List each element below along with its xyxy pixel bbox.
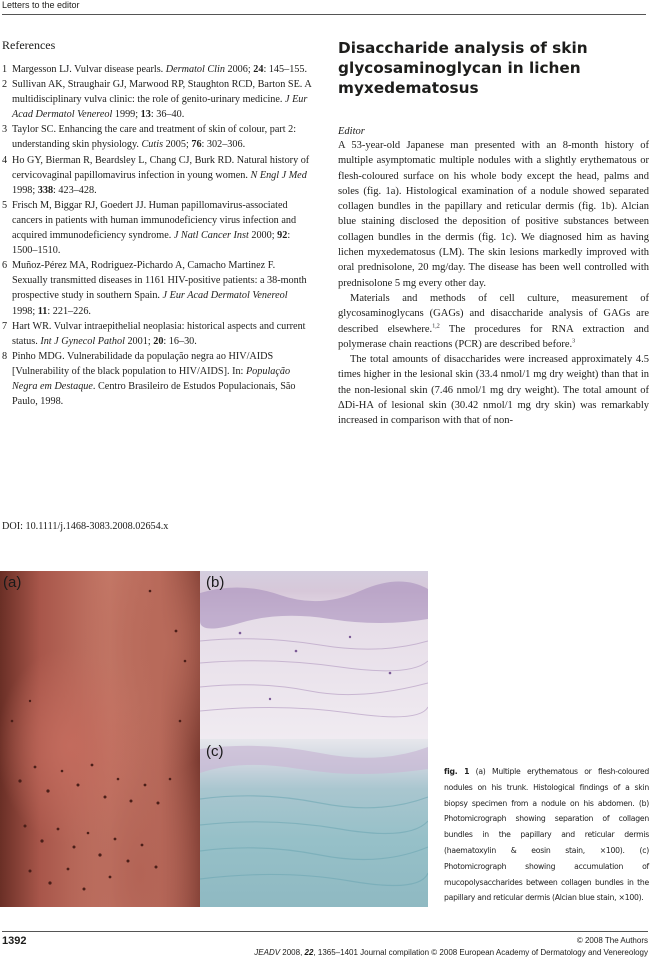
page-number: 1392 [2,935,27,947]
citation-superscript: 1,2 [432,323,440,330]
figure-caption: fig. 1 (a) Multiple erythematous or flesh-coloured nodules on his trunk. Histological findings of a skin biopsy specimen from a nodule on his abdomen. (b) Photomicrograph showing separation of collagen bundles in the papillary and reticular dermis (haematoxylin & eosin stain, ×100). (c) Photomicrograph showing accumulation of mucopolysaccharides between collagen bundles in the papillary and reticular dermis (Alcian blue stain, ×100). [444,767,649,903]
body-paragraph: The total amounts of disaccharides were increased approximately 4.5 times higher in the lesional skin (33.4 nmol/1 mg dry weight) than that in the non-lesional skin (7.46 nmol/1 mg dry weight). The total amount of ΔDi-HA of lesional skin (30.42 nmol/1 mg dry skin) was remarkably increased in comparison with that of non- [338,354,649,427]
clinical-photo-trunk [0,571,200,907]
reference-item: 3 Taylor SC. Enhancing the care and treatment of skin of colour, part 2: understanding skin physiology. Cutis 2005; 76: 302–306. [2,124,297,151]
nodule-dots [0,571,200,907]
reference-item: 7 Hart WR. Vulvar intraepithelial neoplasia: historical aspects and current status. Int J Gynecol Pathol 2001; 20: 16–30. [2,320,306,347]
reference-item: 2 Sullivan AK, Straughair GJ, Marwood RP, Staughton RCD, Barton SE. A multidisciplinary vulva clinic: the role of genito-urinary medicine. J Eur Acad Dermatol Venereol 1999; 13: 36–40. [2,79,312,121]
micrograph-he [200,571,428,739]
reference-list [2,62,312,409]
reference-number: 6 [2,260,8,272]
reference-item: 8 Pinho MDG. Vulnerabilidade da população negra ao HIV/AIDS [Vulnerability of the black population to HIV/AIDS]. In: População Negra em Destaque. Centro Brasileiro de Estudos Populacionais, São Paulo, 1998. [2,350,296,408]
reference-number: 8 [2,350,8,362]
footer-divider [2,931,648,932]
figure-label: fig. 1 [444,767,470,776]
doi-link[interactable]: DOI: 10.1111/j.1468-3083.2008.02654.x [2,521,169,532]
references-heading: References [2,38,56,52]
he-tissue-texture [200,571,428,739]
salutation: Editor [338,126,365,137]
alcian-tissue-texture [200,739,428,907]
micrograph-alcian-blue [200,739,428,907]
reference-number: 7 [2,320,8,332]
reference-item: 6 Muñoz-Pérez MA, Rodriguez-Pichardo A, Camacho Martinez F. Sexually transmitted diseases in 1161 HIV-positive patients: a 38-month prospective study in southern Spain. J Eur Acad Dermatol Venereol 1998; 11: 221–226. [2,260,307,317]
reference-number: 2 [2,79,8,91]
article-body [338,138,649,429]
citation-superscript: 3 [572,338,576,345]
panel-label-a: (a) [3,574,22,591]
copyright: © 2008 The Authors [576,936,648,945]
article-title: Disaccharide analysis of skin glycosaminoglycan in lichen myxedematosus [338,39,588,97]
reference-item: 5 Frisch M, Biggar RJ, Goedert JJ. Human papillomavirus-associated cancers in patients with human immunodeficiency virus infection and acquired immunodeficiency syndrome. J Natl Cancer Inst 2000; 92: 1500–1510. [2,199,297,257]
panel-label-b: (b) [206,574,225,591]
body-paragraph: A 53-year-old Japanese man presented with an 8-month history of multiple asymptomatic multiple nodules with a slightly erythematous or flesh-coloured surface on his whole body except the head, palms and soles (fig. 1a). Histological examination of a nodule showed separated collagen bundles in the papillary and reticular dermis (fig. 1b). Alcian blue staining disclosed the deposition of positive substances between collagen bundles in the dermis (fig. 1c). We diagnosed him as having lichen myxedematosus (LM). The skin lesions markedly improved with oral prednisolone, 20 mg/day. The disease has been well controlled with prednisolone 5 mg every other day. [338,140,649,289]
reference-number: 3 [2,124,8,136]
reference-number: 4 [2,154,8,166]
panel-label-c: (c) [206,743,224,760]
journal-citation: JEADV 2008, 22, 1365–1401 Journal compilation © 2008 European Academy of Dermatology and Venereology [254,948,648,957]
reference-number: 5 [2,199,8,211]
running-head: Letters to the editor [2,0,646,15]
reference-number: 1 [2,64,8,75]
body-paragraph: Materials and methods of cell culture, measurement of glycosaminoglycans (GAGs) and disaccharide analysis of GAGs are described elsewhere.$^{1,2}$ The procedures for RNA extraction and polymerase chain reactions (PCR) are described before.$^3$ [338,292,649,350]
figure-1 [0,571,428,907]
reference-item: 1 Margesson LJ. Vulvar disease pearls. Dermatol Clin 2006; 24: 145–155. [2,62,312,77]
reference-item: 4 Ho GY, Bierman R, Beardsley L, Chang CJ, Burk RD. Natural history of cervicovaginal papillomavirus infection in young women. N Engl J Med 1998; 338: 423–428. [2,154,310,196]
